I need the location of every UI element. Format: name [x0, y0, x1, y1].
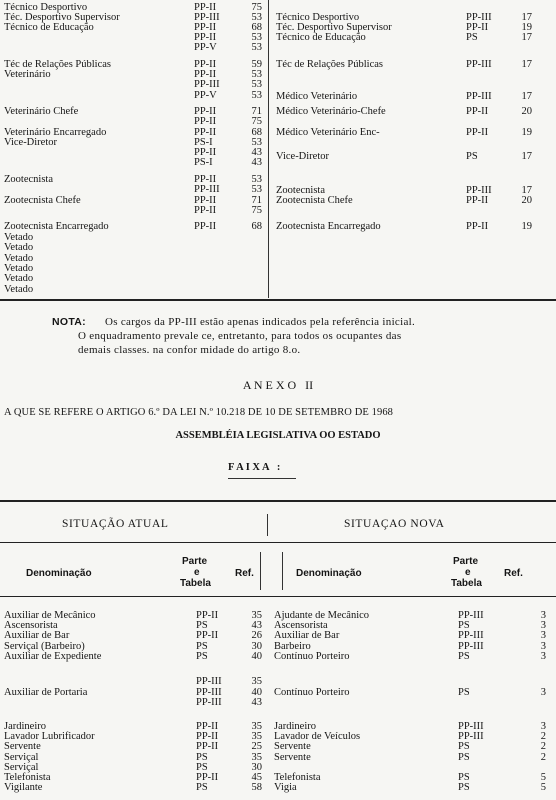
table-row-tab: PP-III: [458, 641, 484, 652]
table-row-tab: PP-II: [196, 630, 219, 641]
table-row-ref: 30: [251, 762, 262, 773]
table-row-ref: 35: [251, 752, 262, 763]
table-row-name: Médico Veterinário-Chefe: [276, 106, 386, 117]
table-row-tab: PS: [458, 782, 470, 793]
nota-label: NOTA:: [52, 316, 86, 328]
table-row-tab: PP-III: [194, 12, 220, 23]
table-row-name: Barbeiro: [274, 641, 311, 652]
table-row-name: Ajudante de Mecânico: [274, 610, 370, 621]
header-situacao-nova: SITUAÇAO NOVA: [344, 518, 445, 530]
table-row-name: Téc de Relações Públicas: [276, 59, 383, 70]
table-row-ref: 17: [521, 151, 532, 162]
table-row-tab: PP-II: [194, 127, 217, 138]
table-row-name: Zootecnista Encarregado: [276, 221, 381, 232]
table-row-ref: 53: [251, 90, 262, 101]
table-row-tab: PP-III: [196, 676, 222, 687]
table-row-tab: PS: [458, 620, 470, 631]
table-row-ref: 53: [251, 69, 262, 80]
table-row-name: Contínuo Porteiro: [274, 687, 350, 698]
table-row-ref: 59: [251, 59, 262, 70]
table-row-name: Auxiliar de Mecânico: [4, 610, 96, 621]
table-row-name: Téc. Desportivo Supervisor: [276, 22, 392, 33]
table-row-name: Servente: [4, 741, 41, 752]
table-row-ref: 3: [540, 641, 546, 652]
table-row-ref: 3: [540, 630, 546, 641]
header-rule-1: [0, 542, 556, 543]
table-row-name: Auxiliar de Bar: [274, 630, 340, 641]
anexo-faixa: F A I X A :: [228, 462, 281, 473]
table-row-name: Auxiliar de Portaria: [4, 687, 88, 698]
table-row-tab: PP-V: [194, 42, 217, 53]
table-row-ref: 3: [540, 651, 546, 662]
table-row-tab: PP-II: [194, 205, 217, 216]
anexo-title: A N E X O II: [242, 378, 314, 392]
table-row-ref: 19: [521, 221, 532, 232]
col-parte-right: Parte: [453, 556, 479, 567]
table-row-name: Zootecnista: [4, 174, 53, 185]
table-row-name: Vigia: [274, 782, 297, 793]
table-row-ref: 26: [251, 630, 262, 641]
table-row-tab: PS: [466, 32, 478, 43]
table-row-name: Zootecnista Chefe: [276, 195, 353, 206]
col-ref-left: Ref.: [235, 568, 254, 579]
col-divider-1: [260, 552, 261, 590]
table-row-ref: 71: [251, 195, 262, 206]
table-row-ref: 53: [251, 174, 262, 185]
col-tabela-right: Tabela: [451, 578, 482, 589]
table-row-ref: 3: [540, 620, 546, 631]
table-row-ref: 5: [540, 782, 546, 793]
table-row-name: Jardineiro: [274, 721, 316, 732]
table-row-tab: PP-II: [196, 741, 219, 752]
table-row-name: Vetado: [4, 284, 34, 295]
table-row-tab: PS: [458, 752, 470, 763]
table-row-name: Servente: [274, 752, 311, 763]
table-row-ref: 35: [251, 676, 262, 687]
table-row-tab: PP-II: [194, 2, 217, 13]
table-row-name: Serviçal (Barbeiro): [4, 641, 85, 652]
table-row-ref: 45: [251, 772, 262, 783]
table-row-ref: 20: [521, 195, 532, 206]
header-center-divider: [267, 514, 268, 536]
nota-line-2: O enquadramento prevale ce, entretanto, para todos os ocupantes das: [78, 330, 402, 342]
col-denominacao-right: Denominação: [296, 568, 362, 579]
table-row-tab: PP-III: [466, 91, 492, 102]
table-row-ref: 43: [251, 147, 262, 158]
table-row-ref: 71: [251, 106, 262, 117]
table-row-name: Ascensorista: [4, 620, 58, 631]
table-row-tab: PP-II: [194, 59, 217, 70]
table-row-tab: PP-III: [458, 630, 484, 641]
table-row-name: Servente: [274, 741, 311, 752]
table-row-tab: PP-II: [194, 69, 217, 80]
table-row-ref: 19: [521, 22, 532, 33]
table-row-ref: 17: [521, 185, 532, 196]
table-row-name: Auxiliar de Bar: [4, 630, 70, 641]
col-ref-right: Ref.: [504, 568, 523, 579]
table-row-tab: PP-III: [196, 697, 222, 708]
table-row-ref: 53: [251, 137, 262, 148]
table-row-ref: 53: [251, 32, 262, 43]
table-row-name: Vigilante: [4, 782, 43, 793]
table-row-ref: 17: [521, 12, 532, 23]
col-e-right: e: [465, 567, 471, 578]
col-e-left: e: [194, 567, 200, 578]
nota-line-1: Os cargos da PP-III estão apenas indicados pela referência inicial.: [105, 316, 416, 328]
top-table-bottom-rule: [0, 299, 556, 301]
table-row-tab: PP-II: [196, 731, 219, 742]
table-row-tab: PP-II: [194, 116, 217, 127]
table-row-name: Técnico de Educação: [276, 32, 366, 43]
table-row-tab: PP-II: [194, 174, 217, 185]
table-row-tab: PP-II: [194, 22, 217, 33]
table-row-tab: PS: [458, 687, 470, 698]
table-row-ref: 2: [540, 731, 546, 742]
table-row-tab: PP-II: [196, 721, 219, 732]
table-row-ref: 17: [521, 32, 532, 43]
bottom-table-top-rule: [0, 500, 556, 502]
table-row-tab: PS: [196, 651, 208, 662]
table-row-tab: PP-II: [466, 195, 489, 206]
table-row-name: Técnico Desportivo: [4, 2, 88, 13]
table-row-tab: PP-II: [466, 106, 489, 117]
table-row-name: Veterinário: [4, 69, 51, 80]
table-row-tab: PP-III: [466, 185, 492, 196]
table-row-tab: PS: [196, 762, 208, 773]
table-row-ref: 35: [251, 731, 262, 742]
table-row-tab: PP-II: [194, 106, 217, 117]
table-row-ref: 68: [251, 221, 262, 232]
table-row-name: Vice-Diretor: [4, 137, 58, 148]
table-row-name: Vetado: [4, 232, 34, 243]
table-row-ref: 2: [540, 752, 546, 763]
table-row-tab: PP-II: [194, 195, 217, 206]
table-row-name: Veterinário Encarregado: [4, 127, 107, 138]
table-row-ref: 53: [251, 79, 262, 90]
anexo-assembleia: ASSEMBLÉIA LEGISLATIVA OO ESTADO: [175, 430, 381, 441]
col-tabela-left: Tabela: [180, 578, 211, 589]
table-row-name: Telefonista: [274, 772, 321, 783]
table-row-ref: 53: [251, 42, 262, 53]
table-row-name: Lavador Lubrificador: [4, 731, 95, 742]
table-row-name: Vetado: [4, 263, 34, 274]
table-row-ref: 75: [251, 2, 262, 13]
table-row-name: Ascensorista: [274, 620, 328, 631]
table-row-name: Técnico Desportivo: [276, 12, 360, 23]
table-row-ref: 40: [251, 687, 262, 698]
table-row-tab: PP-II: [194, 32, 217, 43]
table-row-tab: PS: [458, 651, 470, 662]
col-parte-left: Parte: [182, 556, 208, 567]
table-row-ref: 43: [251, 620, 262, 631]
table-row-tab: PS: [196, 620, 208, 631]
faixa-underline: [228, 478, 296, 479]
table-row-ref: 53: [251, 184, 262, 195]
table-row-tab: PP-III: [466, 12, 492, 23]
table-row-ref: 75: [251, 205, 262, 216]
table-row-ref: 3: [540, 687, 546, 698]
table-row-name: Vetado: [4, 253, 34, 264]
table-row-name: Serviçal: [4, 752, 39, 763]
table-row-tab: PP-II: [196, 772, 219, 783]
table-row-ref: 3: [540, 610, 546, 621]
table-row-ref: 25: [251, 741, 262, 752]
table-row-name: Serviçal: [4, 762, 39, 773]
table-row-ref: 35: [251, 610, 262, 621]
nota-line-3: demais classes. na confor midade do artigo 8.o.: [78, 344, 301, 356]
header-rule-2: [0, 596, 556, 597]
table-row-name: Vetado: [4, 242, 34, 253]
table-row-name: Contínuo Porteiro: [274, 651, 350, 662]
table-row-ref: 5: [540, 772, 546, 783]
table-row-tab: PP-III: [466, 59, 492, 70]
table-row-name: Médico Veterinário: [276, 91, 358, 102]
table-row-name: Téc. Desportivo Supervisor: [4, 12, 120, 23]
table-row-ref: 53: [251, 12, 262, 23]
table-row-tab: PP-II: [466, 22, 489, 33]
table-row-tab: PS: [466, 151, 478, 162]
table-row-name: Zootecnista Encarregado: [4, 221, 109, 232]
table-row-name: Zootecnista Chefe: [4, 195, 81, 206]
table-row-tab: PS: [458, 741, 470, 752]
table-row-ref: 40: [251, 651, 262, 662]
table-row-ref: 43: [251, 697, 262, 708]
table-row-name: Telefonista: [4, 772, 51, 783]
col-divider-2: [282, 552, 283, 590]
table-row-tab: PP-V: [194, 90, 217, 101]
top-center-divider: [268, 0, 269, 298]
table-row-tab: PP-III: [194, 79, 220, 90]
table-row-tab: PS: [196, 782, 208, 793]
anexo-subtitle: A QUE SE REFERE O ARTIGO 6.º DA LEI N.º 10.218 DE 10 DE SETEMBRO DE 1968: [4, 407, 394, 418]
table-row-name: Jardineiro: [4, 721, 46, 732]
table-row-ref: 20: [521, 106, 532, 117]
table-row-name: Vetado: [4, 273, 34, 284]
table-row-tab: PP-II: [194, 147, 217, 158]
table-row-name: Auxiliar de Expediente: [4, 651, 102, 662]
table-row-name: Médico Veterinário Enc-: [276, 127, 380, 138]
table-row-name: Vice-Diretor: [276, 151, 330, 162]
table-row-tab: PP-III: [458, 731, 484, 742]
table-row-ref: 17: [521, 59, 532, 70]
table-row-ref: 43: [251, 157, 262, 168]
table-row-ref: 17: [521, 91, 532, 102]
table-row-tab: PP-II: [196, 610, 219, 621]
table-row-ref: 3: [540, 721, 546, 732]
table-row-name: Lavador de Veículos: [274, 731, 361, 742]
table-row-tab: PP-II: [466, 221, 489, 232]
table-row-tab: PS-I: [194, 137, 213, 148]
table-row-tab: PS: [196, 641, 208, 652]
table-row-tab: PS: [458, 772, 470, 783]
header-situacao-atual: SITUAÇÃO ATUAL: [62, 518, 169, 530]
table-row-tab: PS: [196, 752, 208, 763]
table-row-name: Zootecnista: [276, 185, 325, 196]
table-row-ref: 30: [251, 641, 262, 652]
col-denominacao-left: Denominação: [26, 568, 92, 579]
table-row-ref: 75: [251, 116, 262, 127]
table-row-tab: PP-III: [458, 610, 484, 621]
table-row-ref: 58: [251, 782, 262, 793]
table-row-tab: PP-II: [194, 221, 217, 232]
table-row-name: Técnico de Educação: [4, 22, 94, 33]
table-row-tab: PP-III: [458, 721, 484, 732]
table-row-tab: PP-III: [194, 184, 220, 195]
table-row-tab: PS-I: [194, 157, 213, 168]
table-row-tab: PP-III: [196, 687, 222, 698]
table-row-name: Veterinário Chefe: [4, 106, 79, 117]
table-row-ref: 68: [251, 22, 262, 33]
table-row-ref: 19: [521, 127, 532, 138]
table-row-ref: 2: [540, 741, 546, 752]
table-row-tab: PP-II: [466, 127, 489, 138]
table-row-ref: 68: [251, 127, 262, 138]
table-row-name: Téc de Relações Públicas: [4, 59, 111, 70]
table-row-ref: 35: [251, 721, 262, 732]
